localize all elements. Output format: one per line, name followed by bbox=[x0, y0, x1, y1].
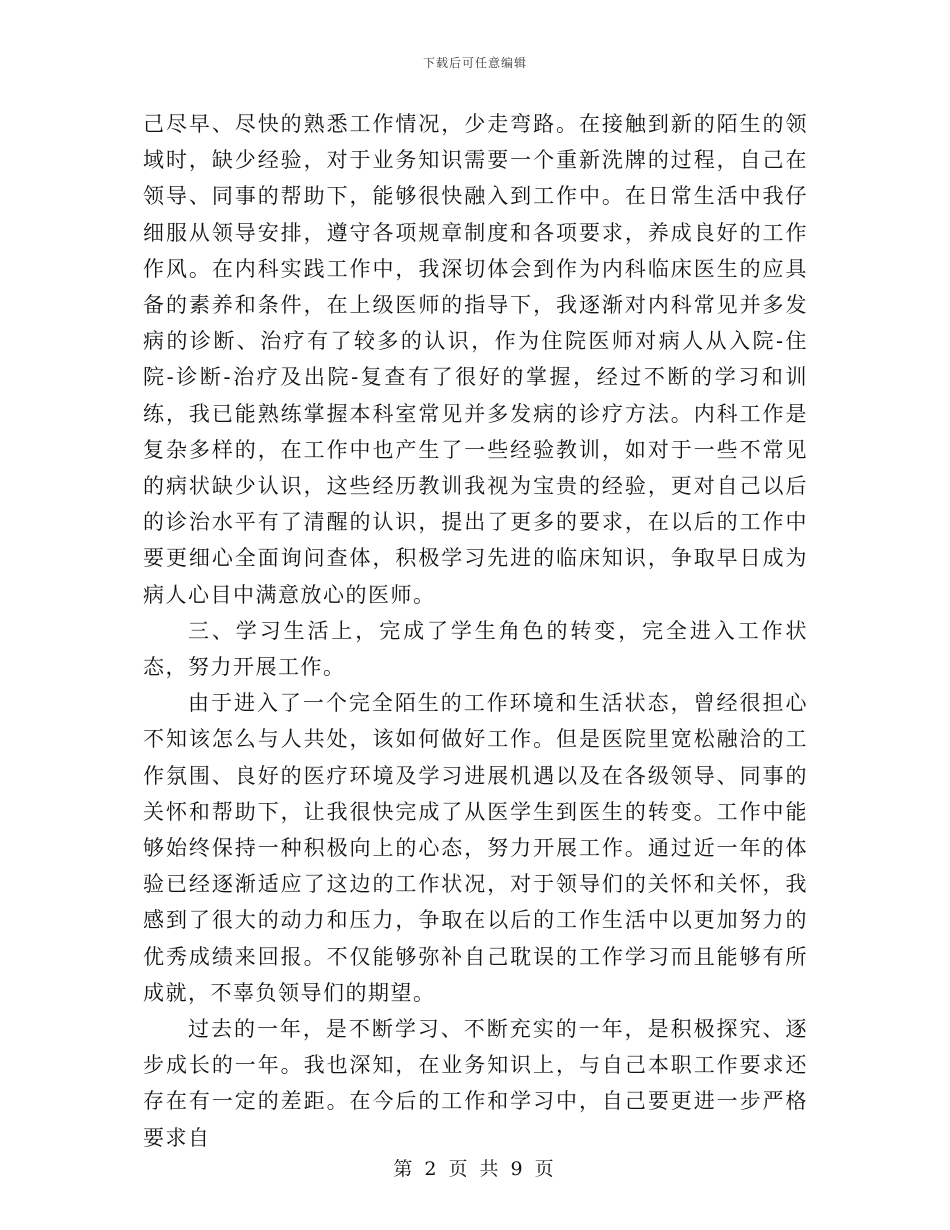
page-number: 第 2 页 共 9 页 bbox=[393, 1158, 557, 1180]
page-header-note: 下载后可任意编辑 bbox=[422, 56, 527, 70]
paragraph-section-heading: 三、学习生活上，完成了学生角色的转变，完全进入工作状态，努力开展工作。 bbox=[143, 618, 808, 680]
document-body bbox=[143, 106, 808, 1156]
paragraph: 过去的一年，是不断学习、不断充实的一年，是积极探究、逐步成长的一年。我也深知，在业务知识上，与自己本职工作要求还存在有一定的差距。在今后的工作和学习中，自己要更进一步严格要求自 bbox=[143, 1017, 808, 1150]
paragraph-continued: 己尽早、尽快的熟悉工作情况，少走弯路。在接触到新的陌生的领域时，缺少经验，对于业务知识需要一个重新洗牌的过程，自己在领导、同事的帮助下，能够很快融入到工作中。在日常生活中我仔细服从领导安排，遵守各项规章制度和各项要求，养成良好的工作作风。在内科实践工作中，我深切体会到作为内科临床医生的应具备的素养和条件，在上级医师的指导下，我逐渐对内科常见并多发病的诊断、治疗有了较多的认识，作为住院医师对病人从入院-住院-诊断-治疗及出院-复查有了很好的掌握，经过不断的学习和训练，我已能熟练掌握本科室常见并多发病的诊疗方法。内科工作是复杂多样的，在工作中也产生了一些经验教训，如对于一些不常见的病状缺少认识，这些经历教训我视为宝贵的经验，更对自己以后的诊治水平有了清醒的认识，提出了更多的要求，在以后的工作中要更细心全面询问查体，积极学习先进的临床知识，争取早日成为病人心目中满意放心的医师。 bbox=[143, 112, 808, 607]
paragraph: 由于进入了一个完全陌生的工作环境和生活状态，曾经很担心不知该怎么与人共处，该如何做好工作。但是医院里宽松融洽的工作氛围、良好的医疗环境及学习进展机遇以及在各级领导、同事的关怀和帮助下，让我很快完成了从医学生到医生的转变。工作中能够始终保持一种积极向上的心态，努力开展工作。通过近一年的体验已经逐渐适应了这边的工作状况，对于领导们的关怀和关怀，我感到了很大的动力和压力，争取在以后的工作生活中以更加努力的优秀成绩来回报。不仅能够弥补自己耽误的工作学习而且能够有所成就，不辜负领导们的期望。 bbox=[143, 691, 808, 1005]
